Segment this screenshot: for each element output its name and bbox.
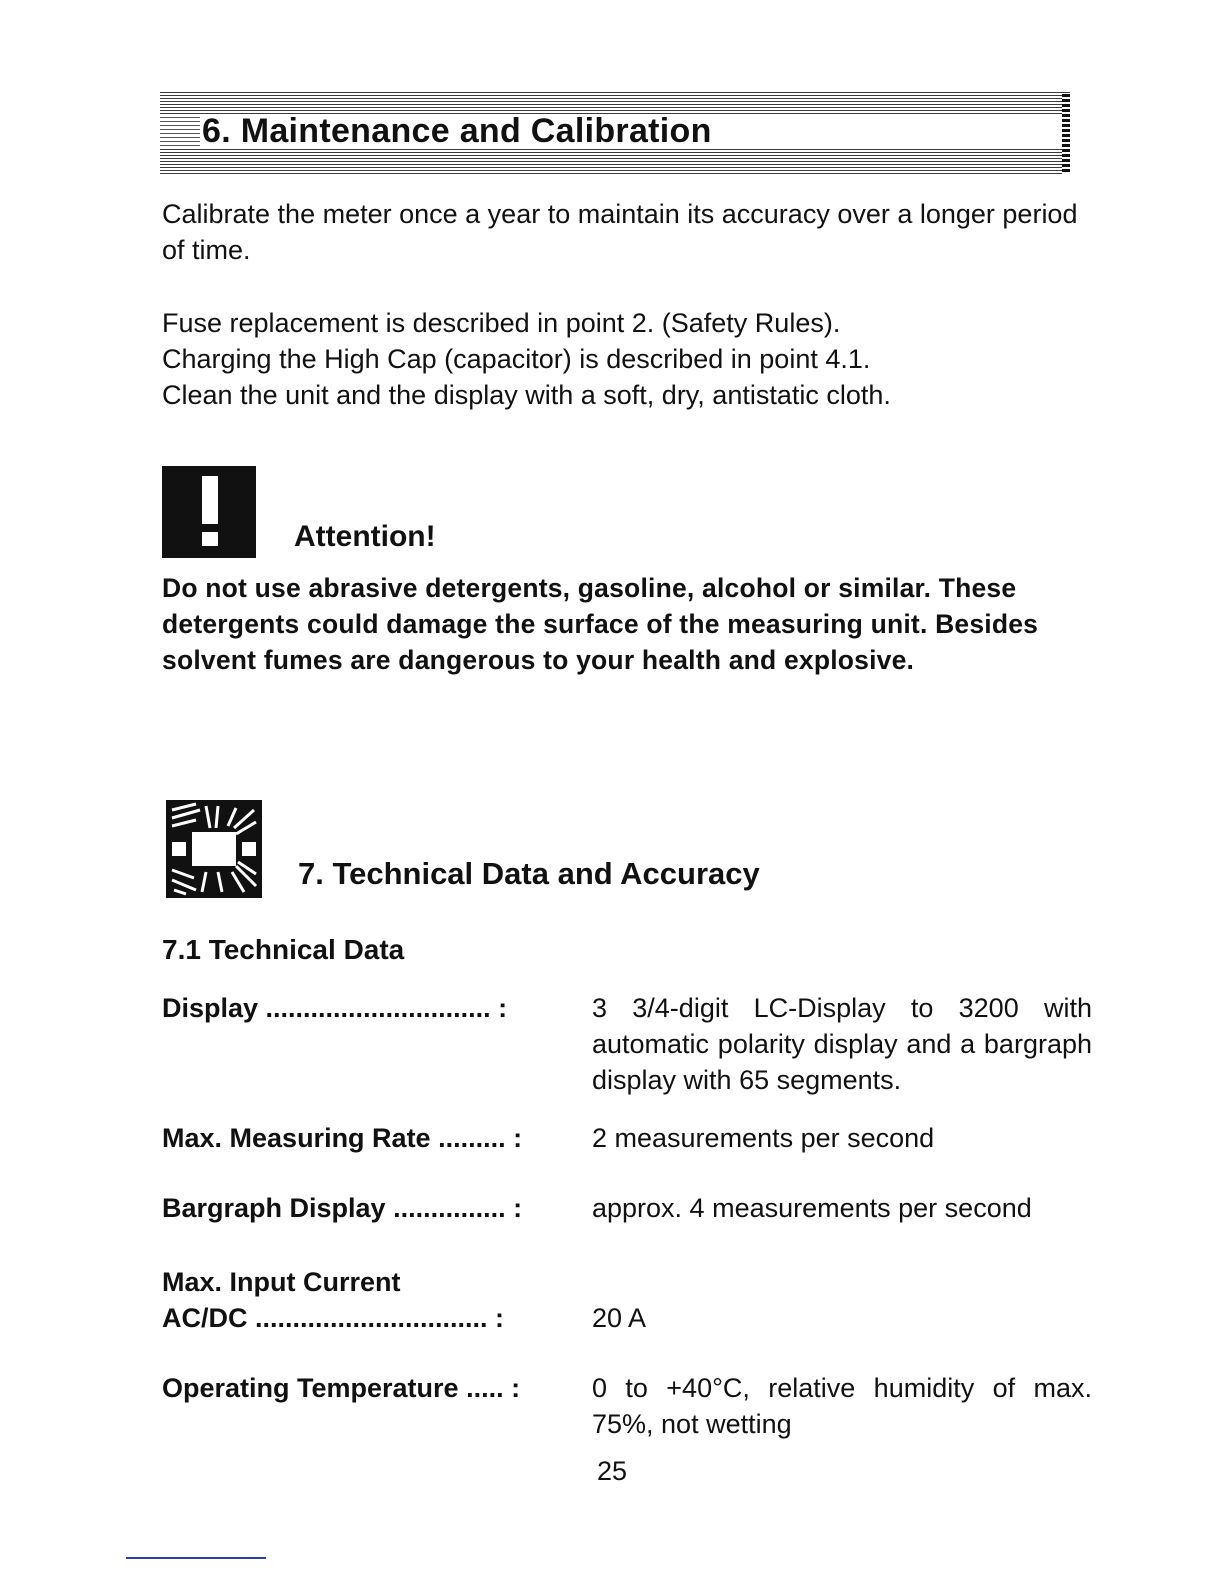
page-number: 25: [596, 1456, 628, 1486]
calibration-paragraph: Calibrate the meter once a year to maintain its accuracy over a longer period of time.: [162, 199, 1078, 265]
section-6-banner: [160, 90, 1070, 176]
attention-title: Attention!: [294, 520, 436, 553]
fuse-note: Fuse replacement is described in point 2. (Safety Rules).: [162, 308, 841, 338]
section-6-title: 6. Maintenance and Calibration: [202, 112, 712, 150]
capacitor-note: Charging the High Cap (capacitor) is described in point 4.1.: [162, 344, 871, 374]
spec-label: Operating Temperature ..... :: [162, 1373, 521, 1403]
spec-value: approx. 4 measurements per second: [592, 1193, 1032, 1223]
chip-icon: [166, 800, 262, 898]
warning-text: Do not use abrasive detergents, gasoline, alcohol or similar. These detergents could damage the surface of the measuring unit. Besides solvent fumes are dangerous to your health and explosive.: [162, 573, 1039, 675]
spec-value: 20 A: [592, 1303, 647, 1333]
spec-label: Bargraph Display ............... :: [162, 1193, 523, 1223]
spec-label: AC/DC ............................... :: [162, 1303, 505, 1333]
exclamation-icon: [162, 466, 256, 558]
subsection-7-1-title: 7.1 Technical Data: [162, 934, 405, 965]
spec-value: 2 measurements per second: [592, 1123, 935, 1153]
spec-label: Max. Input Current: [162, 1267, 401, 1297]
footer-divider: [126, 1557, 266, 1559]
spec-value: 3 3/4-digit LC-Display to 3200 with automatic polarity display and a bargraph display with 65 segments.: [592, 993, 1092, 1095]
cleaning-note: Clean the unit and the display with a soft, dry, antistatic cloth.: [162, 380, 891, 410]
section-7-title: 7. Technical Data and Accuracy: [298, 856, 760, 891]
banner-edge-decoration: [1062, 94, 1070, 174]
spec-value: 0 to +40°C, relative humidity of max. 75%, not wetting: [592, 1373, 1092, 1439]
banner-decoration: [160, 114, 200, 148]
spec-label: Max. Measuring Rate ......... :: [162, 1123, 523, 1153]
maintenance-notes: [162, 305, 1092, 413]
spec-label: Display .............................. :: [162, 993, 508, 1023]
